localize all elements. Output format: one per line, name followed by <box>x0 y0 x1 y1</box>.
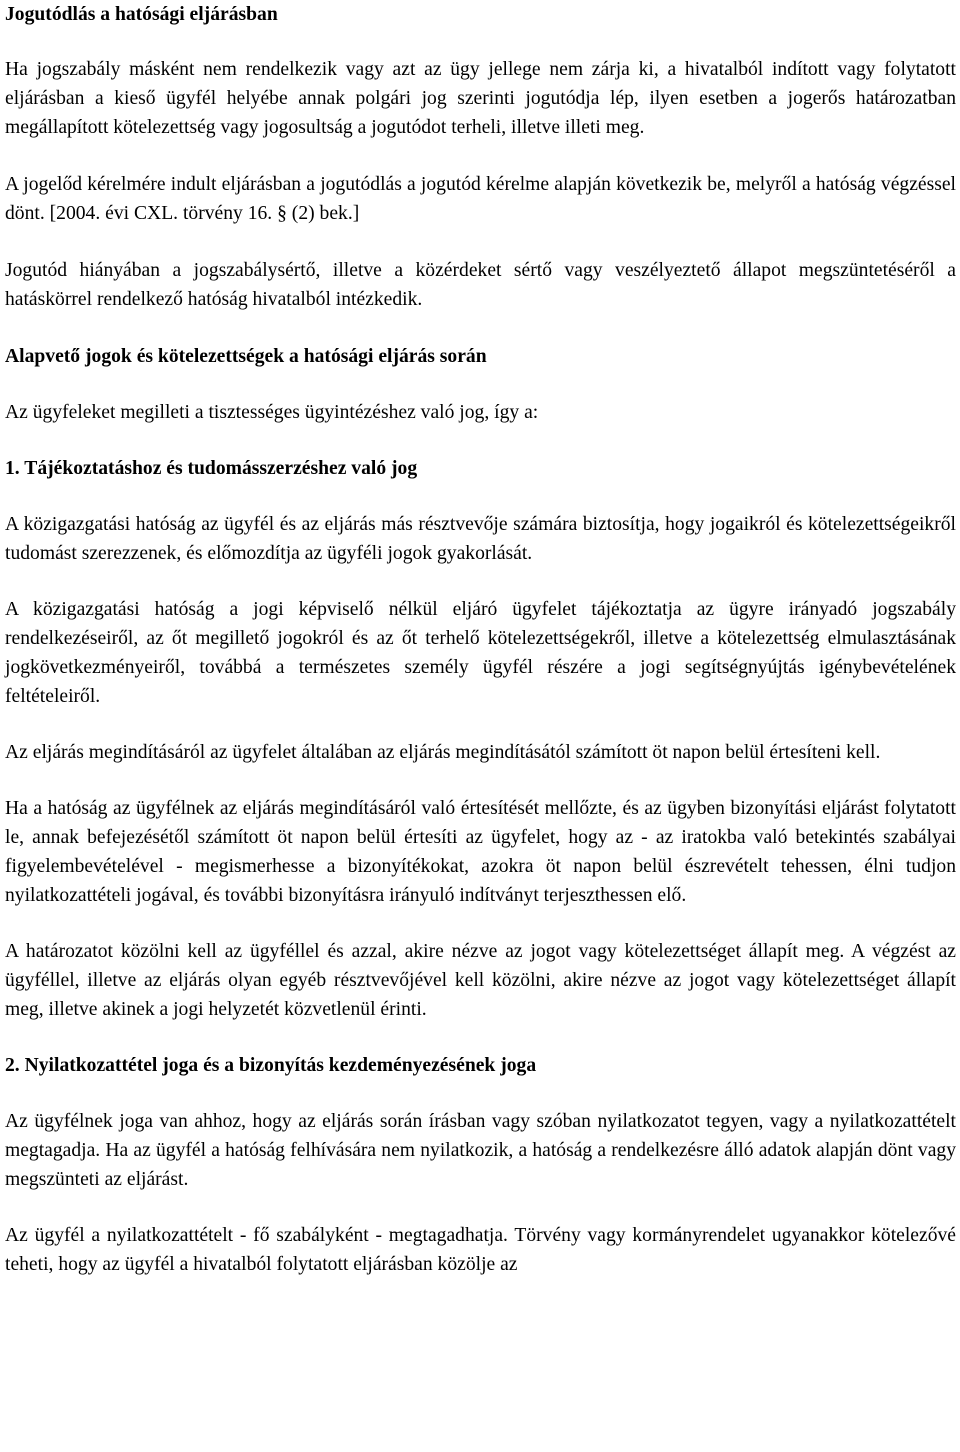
subsection-title-2: Nyilatkozattétel joga és a bizonyítás kezdeményezésének joga <box>24 1055 537 1076</box>
paragraph-no-successor: Jogutód hiányában a jogszabálysértő, illetve a közérdeket sértő vagy veszélyeztető állapot megszüntetéséről a hatáskörrel rendelkező hatóság hivatalból intézkedik. <box>5 260 956 310</box>
subsection-heading-2 <box>5 1051 956 1080</box>
paragraph-succession-on-request: A jogelőd kérelmére indult eljárásban a jogutódlás a jogutód kérelme alapján következik be, melyről a hatóság végzéssel dönt. [2004. évi CXL. törvény 16. § (2) bek.] <box>5 174 956 224</box>
paragraph-communication-of-decision: A határozatot közölni kell az ügyféllel és azzal, akire nézve az jogot vagy kötelezettséget állapít meg. A végzést az ügyféllel, illetve az eljárás olyan egyéb résztvevőjével kell közölni, akire nézve az jogot vagy kötelezettséget állapít meg, illetve akinek a jogi helyzetét közvetlenül érinti. <box>5 941 956 1020</box>
section-heading-basic-rights: Alapvető jogok és kötelezettségek a hatósági eljárás során <box>5 346 487 367</box>
paragraph-succession-ex-officio: Ha jogszabály másként nem rendelkezik vagy azt az ügy jellege nem zárja ki, a hivatalból indított vagy folytatott eljárásban a kieső ügyfél helyébe annak polgári jog szerinti jogutódja lép, ilyen esetben a jogerős határozatban megállapított kötelezettség vagy jogosultság a jogutódot terheli, illetve illeti meg. <box>5 59 956 138</box>
subsection-number-1: 1. <box>5 458 20 479</box>
document-title: Jogutódlás a hatósági eljárásban <box>5 4 278 25</box>
paragraph-fair-administration: Az ügyfeleket megilleti a tisztességes ügyintézéshez való jog, így a: <box>5 402 539 423</box>
paragraph-evidence-notification: Ha a hatóság az ügyfélnek az eljárás megindításáról való értesítését mellőzte, és az ügyben bizonyítási eljárást folytatott le, annak befejezésétől számított öt napon belül értesíti az ügyfelet, hogy az - az iratokba való betekintés szabályai figyelembevételével - megismerhesse a bizonyítékokat, azokra öt napon belül észrevételt tehessen, élni tudjon nyilatkozattételi jogával, és további bizonyításra irányuló indítványt terjeszthessen elő. <box>5 798 956 906</box>
subsection-heading-1 <box>5 454 956 483</box>
paragraph-right-to-statement: Az ügyfélnek joga van ahhoz, hogy az eljárás során írásban vagy szóban nyilatkozatot tegyen, vagy a nyilatkozattételt megtagadja. Ha az ügyfél a hatóság felhívására nem nyilatkozik, a hatóság a rendelkezésre álló adatok alapján dönt vagy megszünteti az eljárást. <box>5 1111 956 1190</box>
subsection-title-1: Tájékoztatáshoz és tudomásszerzéshez való jog <box>24 458 418 479</box>
paragraph-notification-of-start: Az eljárás megindításáról az ügyfelet általában az eljárás megindításától számított öt napon belül értesíteni kell. <box>5 742 881 763</box>
paragraph-information-client: A közigazgatási hatóság a jogi képviselő nélkül eljáró ügyfelet tájékoztatja az ügyre irányadó jogszabály rendelkezéseiről, az őt megillető jogokról és az őt terhelő kötelezettségekről, illetve a kötelezettség elmulasztásának jogkövetkezményeiről, továbbá a természetes személy ügyfél részére a jogi segítségnyújtás igénybevételének feltételeiről. <box>5 599 956 707</box>
subsection-number-2: 2. <box>5 1055 20 1076</box>
paragraph-rights-awareness: A közigazgatási hatóság az ügyfél és az eljárás más résztvevője számára biztosítja, hogy jogaikról és kötelezettségeikről tudomást szerezzenek, és előmozdítja az ügyféli jogok gyakorlását. <box>5 514 956 564</box>
paragraph-refusal-of-statement: Az ügyfél a nyilatkozattételt - fő szabályként - megtagadhatja. Törvény vagy kormányrendelet ugyanakkor kötelezővé teheti, hogy az ügyfél a hivatalból folytatott eljárásban közölje az <box>5 1225 956 1275</box>
